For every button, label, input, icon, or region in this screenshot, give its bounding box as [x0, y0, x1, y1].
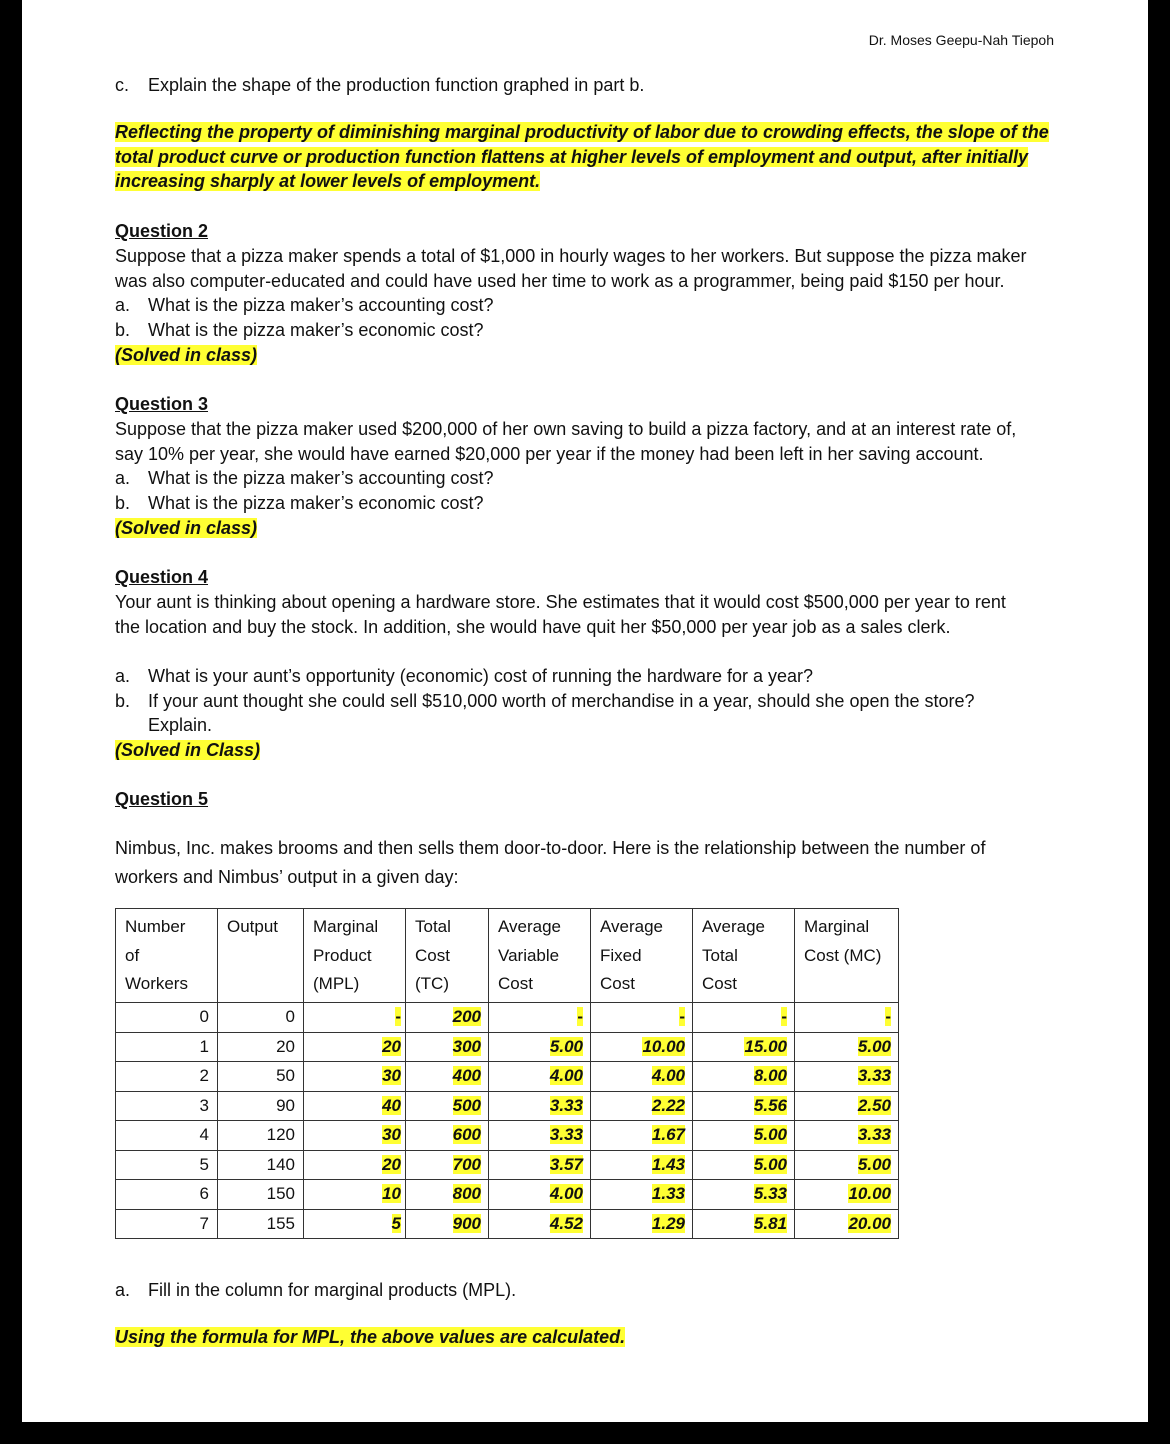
table-cell-value: -: [781, 1007, 787, 1027]
table-cell: [406, 1032, 489, 1062]
table-cell: [795, 1180, 899, 1210]
table-cell: 140: [218, 1150, 304, 1180]
table-cell-value: 4.00: [651, 1066, 685, 1086]
table-cell: 1: [116, 1032, 218, 1062]
table-cell-value: 5.00: [857, 1036, 891, 1056]
q2-item-b-marker: b.: [115, 320, 131, 340]
q2-note: [115, 343, 257, 368]
col-header-output: Output: [218, 909, 304, 1003]
table-cell-value: 40: [382, 1095, 401, 1115]
table-cell-value: 20: [382, 1036, 401, 1056]
table-cell: [304, 1121, 406, 1151]
table-cell: 6: [116, 1180, 218, 1210]
q5-text: [115, 834, 1060, 892]
table-cell: [795, 1091, 899, 1121]
table-cell: [591, 1091, 693, 1121]
q4-note-text: (Solved in Class): [115, 740, 261, 760]
q3-item-b-marker: b.: [115, 493, 131, 513]
table-cell-value: 1.29: [651, 1213, 685, 1233]
table-cell-value: 5: [391, 1213, 401, 1233]
table-cell: 2: [116, 1062, 218, 1092]
table-cell: [406, 1091, 489, 1121]
table-cell: [795, 1062, 899, 1092]
table-cell: 0: [218, 1003, 304, 1033]
q5-answer-text: Using the formula for MPL, the above values are calculated.: [115, 1327, 626, 1347]
table-cell: [406, 1180, 489, 1210]
table-cell-value: 30: [382, 1066, 401, 1086]
table-cell: [591, 1121, 693, 1151]
table-cell: [489, 1032, 591, 1062]
table-header-row: [116, 909, 899, 1003]
table-cell-value: 3.57: [549, 1154, 583, 1174]
table-row: [116, 1180, 899, 1210]
table-cell: [406, 1062, 489, 1092]
table-cell-value: 10.00: [848, 1184, 891, 1204]
table-cell: [406, 1209, 489, 1239]
q4-item-b-text: If your aunt thought she could sell $510,000 worth of merchandise in a year, should she open the store?: [148, 691, 975, 711]
q2-heading: Question 2: [115, 221, 209, 241]
part-c-answer-line: increasing sharply at lower levels of employment.: [115, 171, 541, 191]
part-c-question-text: Explain the shape of the production function graphed in part b.: [148, 75, 645, 95]
table-cell: 150: [218, 1180, 304, 1210]
table-cell-value: -: [679, 1007, 685, 1027]
q3-heading: Question 3: [115, 394, 209, 414]
q5-text-line: Nimbus, Inc. makes brooms and then sells them door-to-door. Here is the relationship between the number of: [115, 838, 986, 858]
q2-text: [115, 244, 1060, 293]
document-page: [22, 0, 1148, 1422]
table-cell: [304, 1032, 406, 1062]
q4-item-a-marker: a.: [115, 666, 131, 686]
table-cell: [304, 1209, 406, 1239]
table-cell-value: 900: [452, 1213, 481, 1233]
table-cell: [304, 1003, 406, 1033]
table-cell-value: 5.00: [549, 1036, 583, 1056]
q2-item-a-marker: a.: [115, 295, 131, 315]
q2-text-line: Suppose that a pizza maker spends a total of $1,000 in hourly wages to her workers. But suppose the pizza maker: [115, 246, 1027, 266]
table-cell: [489, 1091, 591, 1121]
q3-note: [115, 516, 257, 541]
author-header: Dr. Moses Geepu-Nah Tiepoh: [868, 32, 1054, 48]
table-cell: [693, 1091, 795, 1121]
table-cell-value: 20: [382, 1154, 401, 1174]
table-cell: [406, 1150, 489, 1180]
table-cell: [693, 1121, 795, 1151]
table-cell-value: -: [395, 1007, 401, 1027]
table-cell-value: 400: [452, 1066, 481, 1086]
table-cell-value: 200: [452, 1007, 481, 1027]
table-cell: [489, 1209, 591, 1239]
table-cell: [591, 1180, 693, 1210]
table-cell-value: 3.33: [857, 1066, 891, 1086]
q2-item-b-text: What is the pizza maker’s economic cost?: [148, 320, 484, 340]
table-cell-value: 1.43: [651, 1154, 685, 1174]
table-cell: [406, 1003, 489, 1033]
q5-item-a-marker: a.: [115, 1280, 131, 1300]
part-c-answer: [115, 120, 1049, 194]
table-cell: [693, 1150, 795, 1180]
table-cell-value: 30: [382, 1125, 401, 1145]
table-cell: [304, 1150, 406, 1180]
table-row: [116, 1150, 899, 1180]
q2-item-a-text: What is the pizza maker’s accounting cost?: [148, 295, 494, 315]
table-cell-value: 8.00: [753, 1066, 787, 1086]
table-cell: 120: [218, 1121, 304, 1151]
cost-table: [115, 908, 899, 1239]
table-cell-value: 2.22: [651, 1095, 685, 1115]
table-cell: [795, 1150, 899, 1180]
col-header-avc: Average Variable Cost: [489, 909, 591, 1003]
q4-note: [115, 738, 260, 763]
table-cell: [591, 1150, 693, 1180]
part-c-answer-line: total product curve or production function flattens at higher levels of employment and output, after initially: [115, 146, 1029, 167]
q3-text-line: Suppose that the pizza maker used $200,000 of her own saving to build a pizza factory, and at an interest rate of,: [115, 419, 1017, 439]
table-cell-value: 2.50: [857, 1095, 891, 1115]
part-c-answer-line: Reflecting the property of diminishing marginal productivity of labor due to crowding effects, the slope of the: [115, 122, 1049, 142]
q3-item-a-marker: a.: [115, 468, 131, 488]
table-cell-value: 300: [452, 1036, 481, 1056]
table-cell-value: 3.33: [549, 1095, 583, 1115]
table-cell-value: 500: [452, 1095, 481, 1115]
q5-item-a-text: Fill in the column for marginal products (MPL).: [148, 1280, 517, 1300]
table-cell: 3: [116, 1091, 218, 1121]
table-cell-value: 5.00: [753, 1154, 787, 1174]
table-cell: [795, 1032, 899, 1062]
col-header-tc: Total Cost (TC): [406, 909, 489, 1003]
table-cell-value: 700: [452, 1154, 481, 1174]
table-cell-value: 5.81: [753, 1213, 787, 1233]
table-cell: 4: [116, 1121, 218, 1151]
table-cell: 155: [218, 1209, 304, 1239]
table-cell: 7: [116, 1209, 218, 1239]
table-row: [116, 1003, 899, 1033]
table-cell: 50: [218, 1062, 304, 1092]
table-row: [116, 1121, 899, 1151]
col-header-mc: Marginal Cost (MC): [795, 909, 899, 1003]
q4-heading: Question 4: [115, 567, 209, 587]
table-cell: [693, 1209, 795, 1239]
q4-text: [115, 590, 1060, 639]
table-row: [116, 1062, 899, 1092]
table-cell: [693, 1062, 795, 1092]
col-header-workers: Number of Workers: [116, 909, 218, 1003]
table-cell-value: 3.33: [549, 1125, 583, 1145]
table-cell-value: 5.00: [857, 1154, 891, 1174]
table-cell: [489, 1003, 591, 1033]
table-cell: [489, 1062, 591, 1092]
table-cell: [693, 1032, 795, 1062]
table-cell: [795, 1209, 899, 1239]
col-header-mpl: Marginal Product (MPL): [304, 909, 406, 1003]
q5-heading: Question 5: [115, 789, 209, 809]
table-cell-value: 5.33: [753, 1184, 787, 1204]
q3-text-line: say 10% per year, she would have earned $20,000 per year if the money had been left in her saving account.: [115, 443, 984, 464]
q4-item-a-text: What is your aunt’s opportunity (economic) cost of running the hardware for a year?: [148, 666, 814, 686]
table-cell: [304, 1091, 406, 1121]
table-cell: 5: [116, 1150, 218, 1180]
q4-item-b-cont-text: Explain.: [148, 715, 213, 735]
col-header-atc: Average Total Cost: [693, 909, 795, 1003]
table-cell: [304, 1062, 406, 1092]
table-cell-value: 1.67: [651, 1125, 685, 1145]
q3-text: [115, 417, 1060, 466]
table-cell-value: 4.00: [549, 1066, 583, 1086]
table-body: [116, 1003, 899, 1239]
table-cell: [489, 1180, 591, 1210]
q4-item-b-marker: b.: [115, 691, 131, 711]
q3-item-a-text: What is the pizza maker’s accounting cost?: [148, 468, 494, 488]
q4-text-line: Your aunt is thinking about opening a hardware store. She estimates that it would cost $500,000 per year to rent: [115, 592, 1006, 612]
table-cell-value: 5.56: [753, 1095, 787, 1115]
table-cell: 0: [116, 1003, 218, 1033]
q5-text-line: workers and Nimbus’ output in a given day:: [115, 867, 459, 887]
table-cell: [591, 1032, 693, 1062]
table-cell-value: 10.00: [642, 1036, 685, 1056]
q3-item-b-text: What is the pizza maker’s economic cost?: [148, 493, 484, 513]
col-header-afc: Average Fixed Cost: [591, 909, 693, 1003]
q5-answer: [115, 1325, 625, 1350]
table-cell: [591, 1003, 693, 1033]
table-cell-value: 3.33: [857, 1125, 891, 1145]
table-cell: [591, 1209, 693, 1239]
q3-note-text: (Solved in class): [115, 518, 258, 538]
table-cell-value: 10: [382, 1184, 401, 1204]
table-cell-value: -: [885, 1007, 891, 1027]
table-cell-value: 5.00: [753, 1125, 787, 1145]
q4-text-line: the location and buy the stock. In addition, she would have quit her $50,000 per year job as a sales clerk.: [115, 616, 951, 637]
part-c-marker: c.: [115, 75, 130, 95]
table-cell-value: 600: [452, 1125, 481, 1145]
table-cell: [795, 1121, 899, 1151]
table-cell: [795, 1003, 899, 1033]
table-row: [116, 1091, 899, 1121]
table-cell: 20: [218, 1032, 304, 1062]
table-row: [116, 1032, 899, 1062]
table-cell: 90: [218, 1091, 304, 1121]
q2-text-line: was also computer-educated and could have used her time to work as a programmer, being paid $150 per hour.: [115, 270, 1005, 291]
table-row: [116, 1209, 899, 1239]
table-cell: [406, 1121, 489, 1151]
table-cell-value: 15.00: [744, 1036, 787, 1056]
q2-note-text: (Solved in class): [115, 345, 258, 365]
table-cell: [304, 1180, 406, 1210]
table-cell-value: 1.33: [651, 1184, 685, 1204]
table-cell: [489, 1150, 591, 1180]
table-cell: [693, 1180, 795, 1210]
table-cell: [591, 1062, 693, 1092]
table-cell: [489, 1121, 591, 1151]
table-cell-value: 20.00: [848, 1213, 891, 1233]
table-cell-value: 800: [452, 1184, 481, 1204]
table-cell-value: 4.52: [549, 1213, 583, 1233]
table-cell-value: -: [577, 1007, 583, 1027]
table-cell-value: 4.00: [549, 1184, 583, 1204]
table-cell: [693, 1003, 795, 1033]
